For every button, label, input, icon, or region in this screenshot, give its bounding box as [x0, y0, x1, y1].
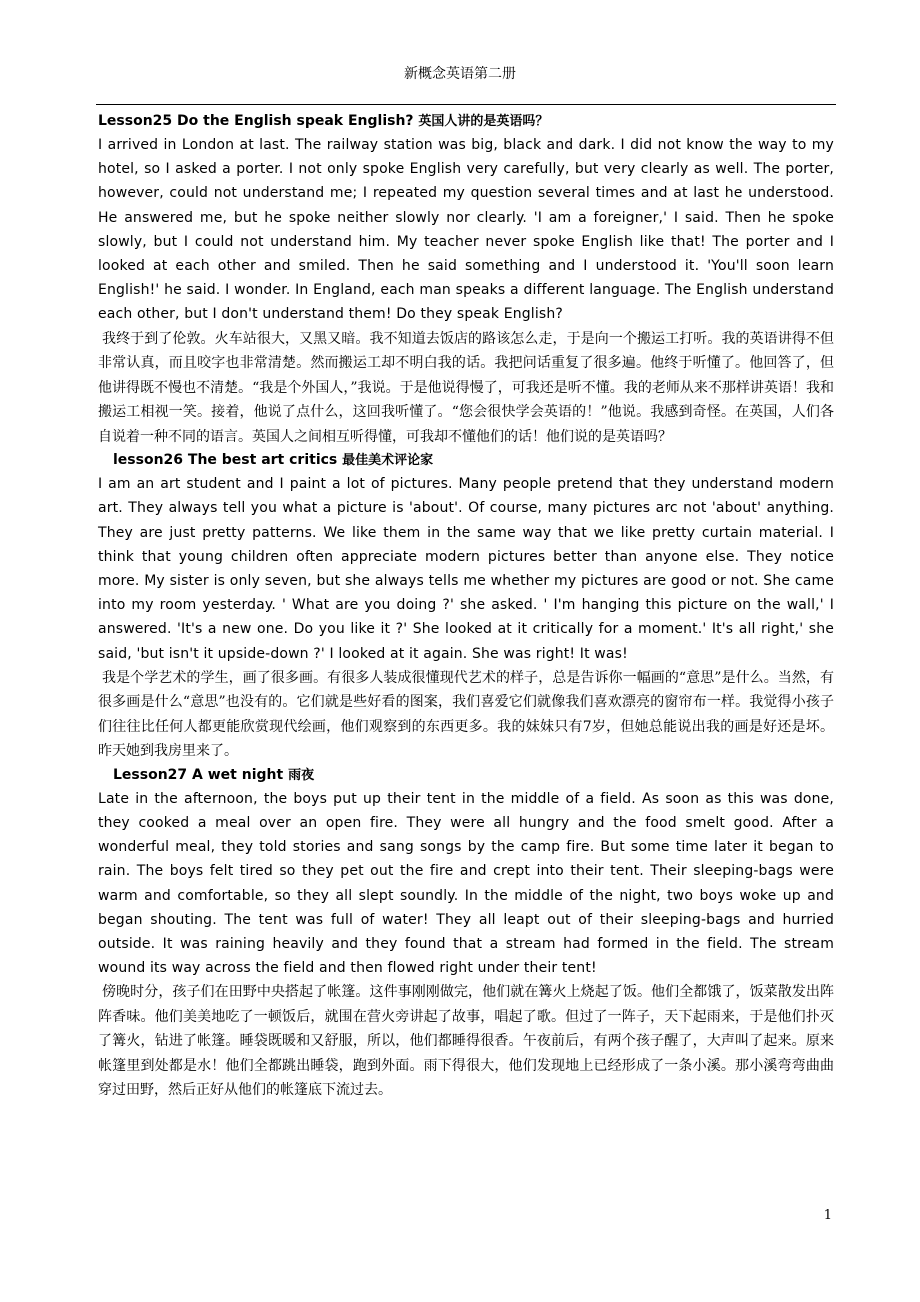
lesson-27-chinese-text: 傍晚时分，孩子们在田野中央搭起了帐篷。这件事刚刚做完，他们就在篝火上烧起了饭。他们全都饿了，饭菜散发出阵阵香味。他们美美地吃了一顿饭后，就围在营火旁讲起了故事，唱起了歌。但过了一阵子，天下起雨来，于是他们扑灭了篝火，钻进了帐篷。睡袋既暖和又舒服，所以，他们都睡得很香。午夜前后，有两个孩子醒了，大声叫了起来。原来帐篷里到处都是水！他们全都跳出睡袋，跑到外面。雨下得很大，他们发现地上已经形成了一条小溪。那小溪弯弯曲曲穿过田野，然后正好从他们的帐篷底下流过去。: [98, 984, 834, 1099]
lesson-26-title: [98, 449, 834, 472]
lesson-25-title-zh: 英国人讲的是英语吗？: [418, 114, 549, 129]
lesson-25: [98, 110, 834, 449]
lesson-27: [98, 764, 834, 1103]
lesson-25-chinese-text: 我终于到了伦敦。火车站很大，又黑又暗。我不知道去饭店的路该怎么走，于是向一个搬运工打听。我的英语讲得不但非常认真，而且咬字也非常清楚。然而搬运工却不明白我的话。我把问话重复了很多遍。他终于听懂了。他回答了，但他讲得既不慢也不清楚。“我是个外国人，”我说。于是他说得慢了，可我还是听不懂。我的老师从来不那样讲英语！我和搬运工相视一笑。接着，他说了点什么，这回我听懂了。“您会很快学会英语的！”他说。我感到奇怪。在英国，人们各自说着一种不同的语言。英国人之间相互听得懂，可我却不懂他们的话！他们说的是英语吗？: [98, 330, 834, 445]
lesson-25-english-text: I arrived in London at last. The railway station was big, black and dark. I did not know the way to my hotel, so I asked a porter. I not only spoke English very carefully, but very clearly as well. The porter, however, could not understand me; I repeated my question several times and at last he understood. He answered me, but he spoke neither slowly nor clearly. 'I am a foreigner,' I said. Then he spoke slowly, but I could not understand him. My teacher never spoke English like that! The porter and I looked at each other and smiled. Then he said something and I understood it. 'You'll soon learn English!' he said. I wonder. In England, each man speaks a different language. The English understand each other, but I don't understand them! Do they speak English?: [98, 137, 834, 323]
page-header: 新概念英语第二册: [404, 66, 516, 82]
lesson-26: [98, 449, 834, 764]
lesson-27-title-en: Lesson27 A wet night: [113, 766, 284, 783]
lesson-25-title: [98, 110, 834, 133]
lesson-26-english-text: I am an art student and I paint a lot of pictures. Many people pretend that they understand modern art. They always tell you what a picture is 'about'. Of course, many pictures arc not 'about' anything. They are just pretty patterns. We like them in the same way that we like pretty curtain material. I think that young children often appreciate modern pictures better than anyone else. They notice more. My sister is only seven, but she always tells me whether my pictures are good or not. She came into my room yesterday. ' What are you doing ?' she asked. ' I'm hanging this picture on the wall,' I answered. 'It's a new one. Do you like it ?' She looked at it critically for a moment.' It's all right,' she said, 'but isn't it upside-down ?' I looked at it again. She was right! It was!: [98, 476, 834, 662]
lesson-25-title-en: Lesson25 Do the English speak English?: [98, 113, 414, 129]
lesson-27-title: [98, 764, 834, 787]
header-rule: [96, 104, 836, 105]
lesson-27-english-text: Late in the afternoon, the boys put up their tent in the middle of a field. As soon as this was done, they cooked a meal over an open fire. They were all hungry and the food smelt good. After a wonderful meal, they told stories and sang songs by the camp fire. But some time later it began to rain. The boys felt tired so they pet out the fire and crept into their tent. Their sleeping-bags were warm and comfortable, so they all slept soundly. In the middle of the night, two boys woke up and began shouting. The tent was full of water! They all leapt out of their sleeping-bags and hurried outside. It was raining heavily and they found that a stream had formed in the field. The stream wound its way across the field and then flowed right under their tent!: [98, 790, 834, 977]
lesson-26-chinese-text: 我是个学艺术的学生，画了很多画。有很多人装成很懂现代艺术的样子，总是告诉你一幅画的“意思”是什么。当然，有很多画是什么“意思”也没有的。它们就是些好看的图案，我们喜爱它们就像我们喜欢漂亮的窗帘布一样。我觉得小孩子们往往比任何人都更能欣赏现代绘画，他们观察到的东西更多。我的妹妹只有7岁，但她总能说出我的画是好还是坏。昨天她到我房里来了。: [98, 669, 834, 760]
document-body: [98, 110, 834, 1103]
lesson-26-title-en: lesson26 The best art critics: [113, 452, 338, 469]
lesson-27-title-zh: 雨夜: [288, 767, 315, 783]
page-number: 1: [823, 1208, 832, 1223]
lesson-26-title-zh: 最佳美术评论家: [342, 453, 434, 469]
